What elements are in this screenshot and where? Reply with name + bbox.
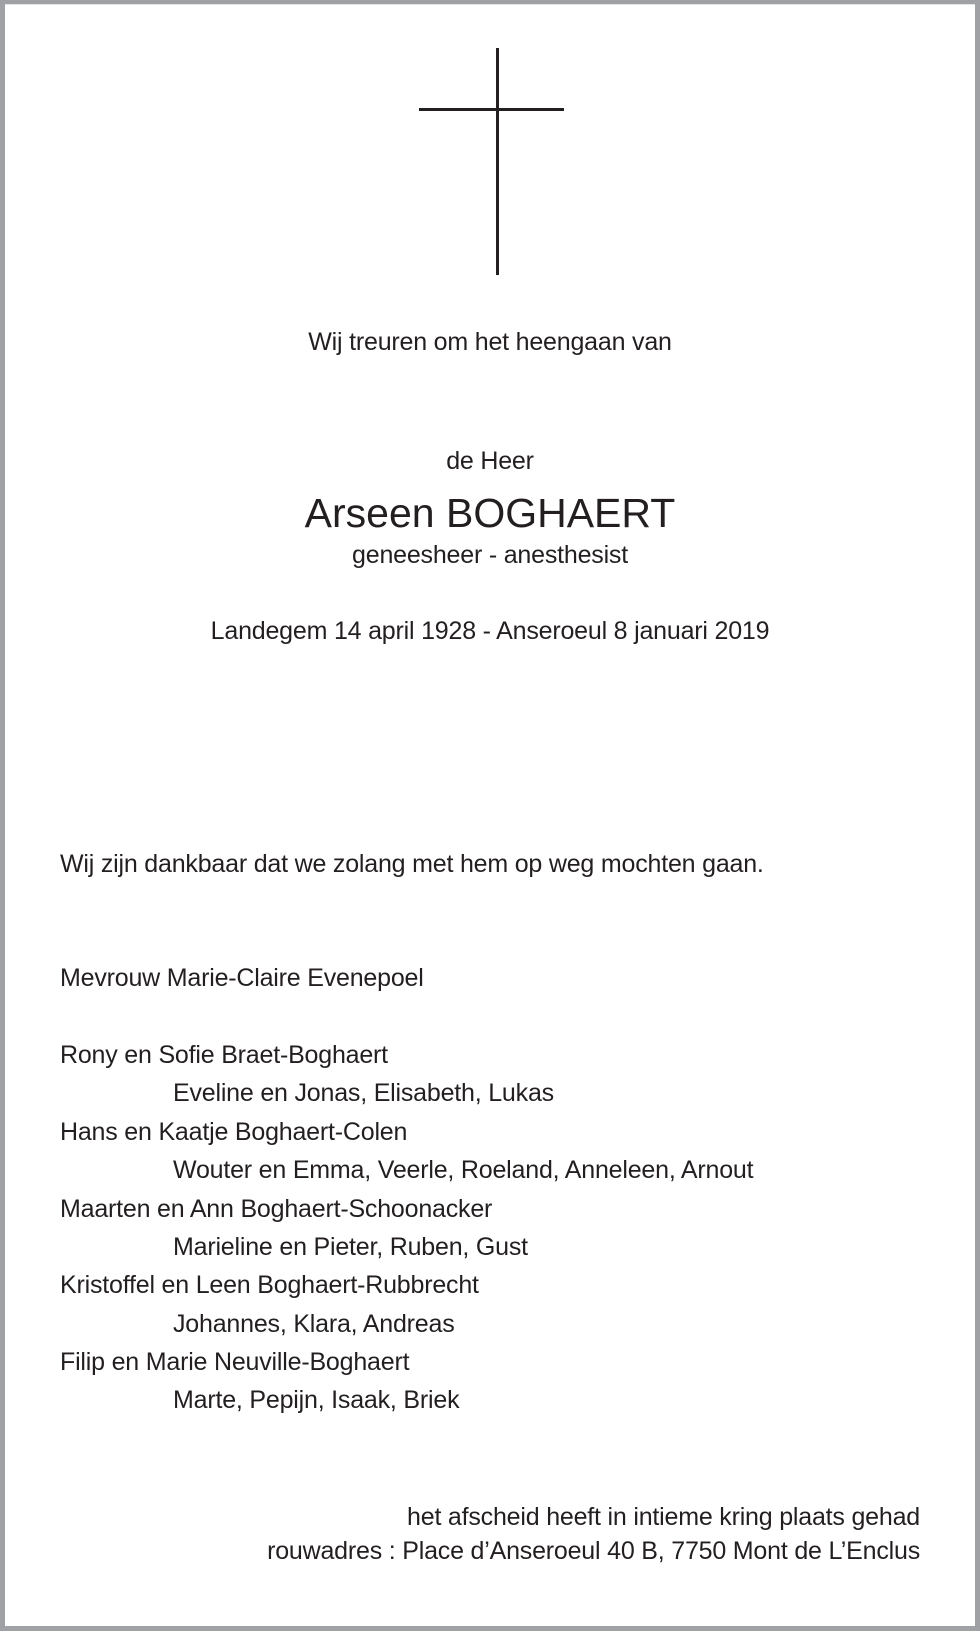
- cross-vertical-bar: [496, 48, 499, 275]
- intro-text: Wij treuren om het heengaan van: [308, 328, 672, 356]
- spouse-name: Mevrouw Marie-Claire Evenepoel: [60, 964, 424, 992]
- family-parents: Hans en Kaatje Boghaert-Colen: [60, 1118, 408, 1146]
- family-parents: Maarten en Ann Boghaert-Schoonacker: [60, 1195, 493, 1223]
- family-children: Marieline en Pieter, Ruben, Gust: [173, 1233, 528, 1261]
- farewell-note: het afscheid heeft in intieme kring plaats gehad: [407, 1503, 920, 1531]
- profession: geneesheer - anesthesist: [352, 541, 628, 569]
- family-parents: Rony en Sofie Braet-Boghaert: [60, 1041, 388, 1069]
- family-children: Eveline en Jonas, Elisabeth, Lukas: [173, 1079, 554, 1107]
- family-children: Johannes, Klara, Andreas: [173, 1310, 455, 1338]
- honorific: de Heer: [446, 447, 534, 475]
- family-parents: Filip en Marie Neuville-Boghaert: [60, 1348, 410, 1376]
- funeral-notice-card: [5, 4, 975, 1626]
- life-dates: Landegem 14 april 1928 - Anseroeul 8 januari 2019: [210, 617, 770, 645]
- cross-horizontal-bar: [419, 108, 564, 111]
- family-children: Marte, Pepijn, Isaak, Briek: [173, 1386, 460, 1414]
- deceased-name: Arseen BOGHAERT: [304, 490, 676, 536]
- gratitude-text: Wij zijn dankbaar dat we zolang met hem op weg mochten gaan.: [60, 850, 764, 878]
- family-children: Wouter en Emma, Veerle, Roeland, Anneleen, Arnout: [173, 1156, 754, 1184]
- mourning-address: rouwadres : Place d’Anseroeul 40 B, 7750 Mont de L’Enclus: [267, 1537, 920, 1565]
- family-parents: Kristoffel en Leen Boghaert-Rubbrecht: [60, 1271, 479, 1299]
